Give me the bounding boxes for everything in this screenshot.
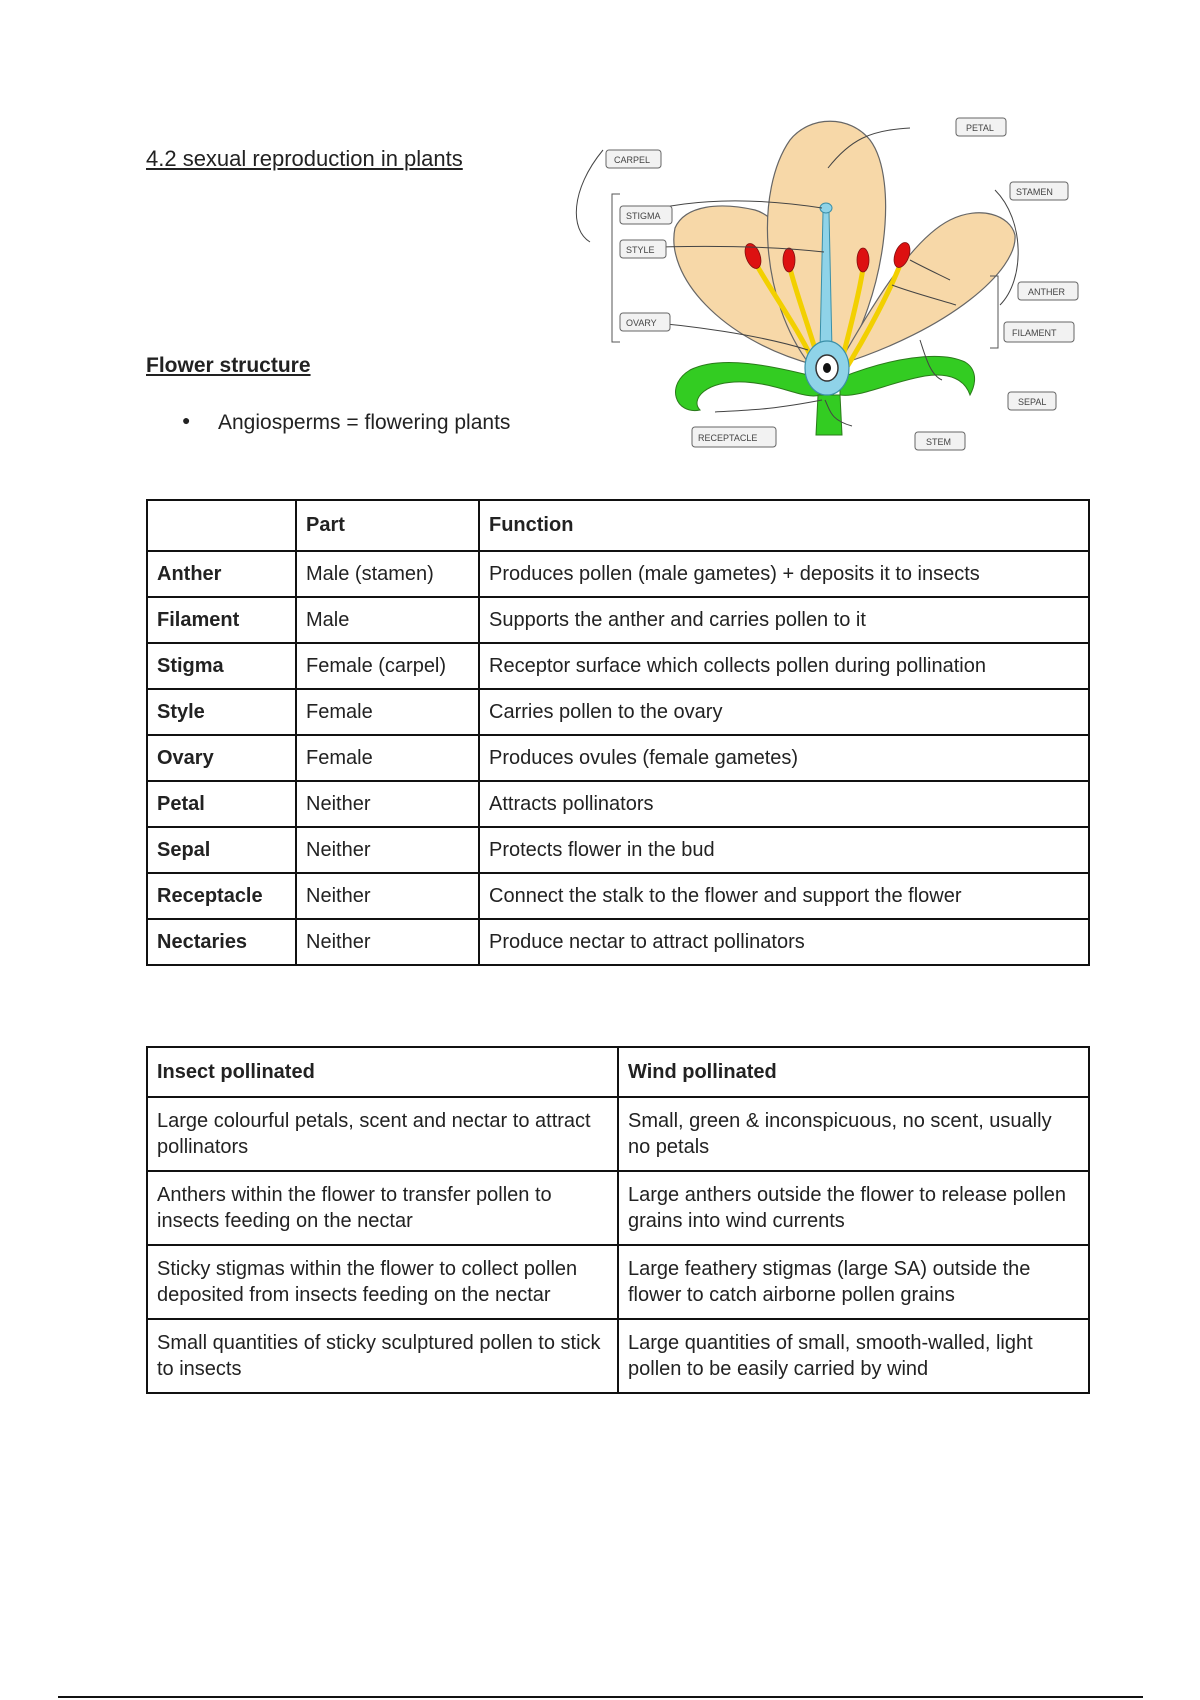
table-row xyxy=(147,689,1089,735)
bullet-item: ● Angiosperms = flowering plants xyxy=(182,411,510,435)
part-cell: Neither xyxy=(296,781,479,827)
row-label: Nectaries xyxy=(147,919,296,965)
row-label: Anther xyxy=(147,551,296,597)
table-row xyxy=(147,827,1089,873)
label-carpel-text: CARPEL xyxy=(614,155,651,165)
part-cell: Female xyxy=(296,689,479,735)
row-label: Sepal xyxy=(147,827,296,873)
table-row xyxy=(147,1097,1089,1171)
function-cell: Supports the anther and carries pollen to it xyxy=(479,597,1089,643)
part-cell: Female (carpel) xyxy=(296,643,479,689)
sepal-left xyxy=(676,362,820,410)
wind-cell: Large anthers outside the flower to release pollen grains into wind currents xyxy=(618,1171,1089,1245)
stem xyxy=(816,395,842,435)
row-label: Style xyxy=(147,689,296,735)
stamen-bracket xyxy=(990,276,998,348)
label-stem xyxy=(915,432,965,450)
table-row xyxy=(147,919,1089,965)
flower-parts-table xyxy=(146,499,1090,966)
label-anther-text: ANTHER xyxy=(1028,287,1066,297)
label-stigma xyxy=(620,206,672,224)
table-row xyxy=(147,1319,1089,1393)
row-label: Ovary xyxy=(147,735,296,781)
table-header-cell: Insect pollinated xyxy=(147,1047,618,1097)
part-cell: Neither xyxy=(296,919,479,965)
page-divider xyxy=(58,1696,1143,1698)
insect-cell: Large colourful petals, scent and nectar to attract pollinators xyxy=(147,1097,618,1171)
insect-cell: Anthers within the flower to transfer pollen to insects feeding on the nectar xyxy=(147,1171,618,1245)
label-anther xyxy=(1018,282,1078,300)
label-receptacle xyxy=(692,427,776,447)
part-cell: Neither xyxy=(296,873,479,919)
label-ovary-text: OVARY xyxy=(626,318,657,328)
label-stigma-text: STIGMA xyxy=(626,211,661,221)
table-header-cell: Wind pollinated xyxy=(618,1047,1089,1097)
function-cell: Produces pollen (male gametes) + deposits it to insects xyxy=(479,551,1089,597)
part-cell: Male (stamen) xyxy=(296,551,479,597)
sepal-right xyxy=(840,356,975,395)
function-cell: Carries pollen to the ovary xyxy=(479,689,1089,735)
function-cell: Attracts pollinators xyxy=(479,781,1089,827)
label-sepal xyxy=(1008,392,1056,410)
table-header-row xyxy=(147,1047,1089,1097)
wind-cell: Large feathery stigmas (large SA) outside the flower to catch airborne pollen grains xyxy=(618,1245,1089,1319)
ovule-core xyxy=(823,363,831,373)
table-row xyxy=(147,1245,1089,1319)
function-cell: Produces ovules (female gametes) xyxy=(479,735,1089,781)
part-cell: Male xyxy=(296,597,479,643)
insect-cell: Small quantities of sticky sculptured pollen to stick to insects xyxy=(147,1319,618,1393)
table-header-row xyxy=(147,500,1089,551)
function-cell: Connect the stalk to the flower and support the flower xyxy=(479,873,1089,919)
table-row xyxy=(147,1171,1089,1245)
label-filament-text: FILAMENT xyxy=(1012,328,1057,338)
table-row xyxy=(147,643,1089,689)
label-filament xyxy=(1004,322,1074,342)
table-header-cell xyxy=(147,500,296,551)
label-stamen xyxy=(1010,182,1068,200)
wind-cell: Small, green & inconspicuous, no scent, usually no petals xyxy=(618,1097,1089,1171)
table-row xyxy=(147,551,1089,597)
table-header-cell: Part xyxy=(296,500,479,551)
label-ovary xyxy=(620,313,670,331)
function-cell: Protects flower in the bud xyxy=(479,827,1089,873)
bullet-list xyxy=(182,411,510,435)
label-style-text: STYLE xyxy=(626,245,655,255)
label-stamen-text: STAMEN xyxy=(1016,187,1053,197)
label-receptacle-text: RECEPTACLE xyxy=(698,433,758,443)
pollination-table xyxy=(146,1046,1090,1394)
part-cell: Neither xyxy=(296,827,479,873)
wind-cell: Large quantities of small, smooth-walled, light pollen to be easily carried by wind xyxy=(618,1319,1089,1393)
table-row xyxy=(147,873,1089,919)
page-title: 4.2 sexual reproduction in plants xyxy=(146,146,463,171)
row-label: Petal xyxy=(147,781,296,827)
label-sepal-text: SEPAL xyxy=(1018,397,1047,407)
petals xyxy=(674,121,1015,365)
label-petal-text: PETAL xyxy=(966,123,994,133)
function-cell: Produce nectar to attract pollinators xyxy=(479,919,1089,965)
table-row xyxy=(147,597,1089,643)
table-row xyxy=(147,781,1089,827)
table-header-cell: Function xyxy=(479,500,1089,551)
label-carpel xyxy=(606,150,661,168)
label-style xyxy=(620,240,666,258)
insect-cell: Sticky stigmas within the flower to collect pollen deposited from insects feeding on the nectar xyxy=(147,1245,618,1319)
label-petal xyxy=(956,118,1006,136)
part-cell: Female xyxy=(296,735,479,781)
section-subtitle: Flower structure xyxy=(146,354,311,377)
row-label: Stigma xyxy=(147,643,296,689)
flower-diagram xyxy=(570,110,1110,460)
carpel-bracket xyxy=(612,194,620,342)
function-cell: Receptor surface which collects pollen during pollination xyxy=(479,643,1089,689)
row-label: Filament xyxy=(147,597,296,643)
row-label: Receptacle xyxy=(147,873,296,919)
label-stem-text: STEM xyxy=(926,437,952,447)
table-row xyxy=(147,735,1089,781)
